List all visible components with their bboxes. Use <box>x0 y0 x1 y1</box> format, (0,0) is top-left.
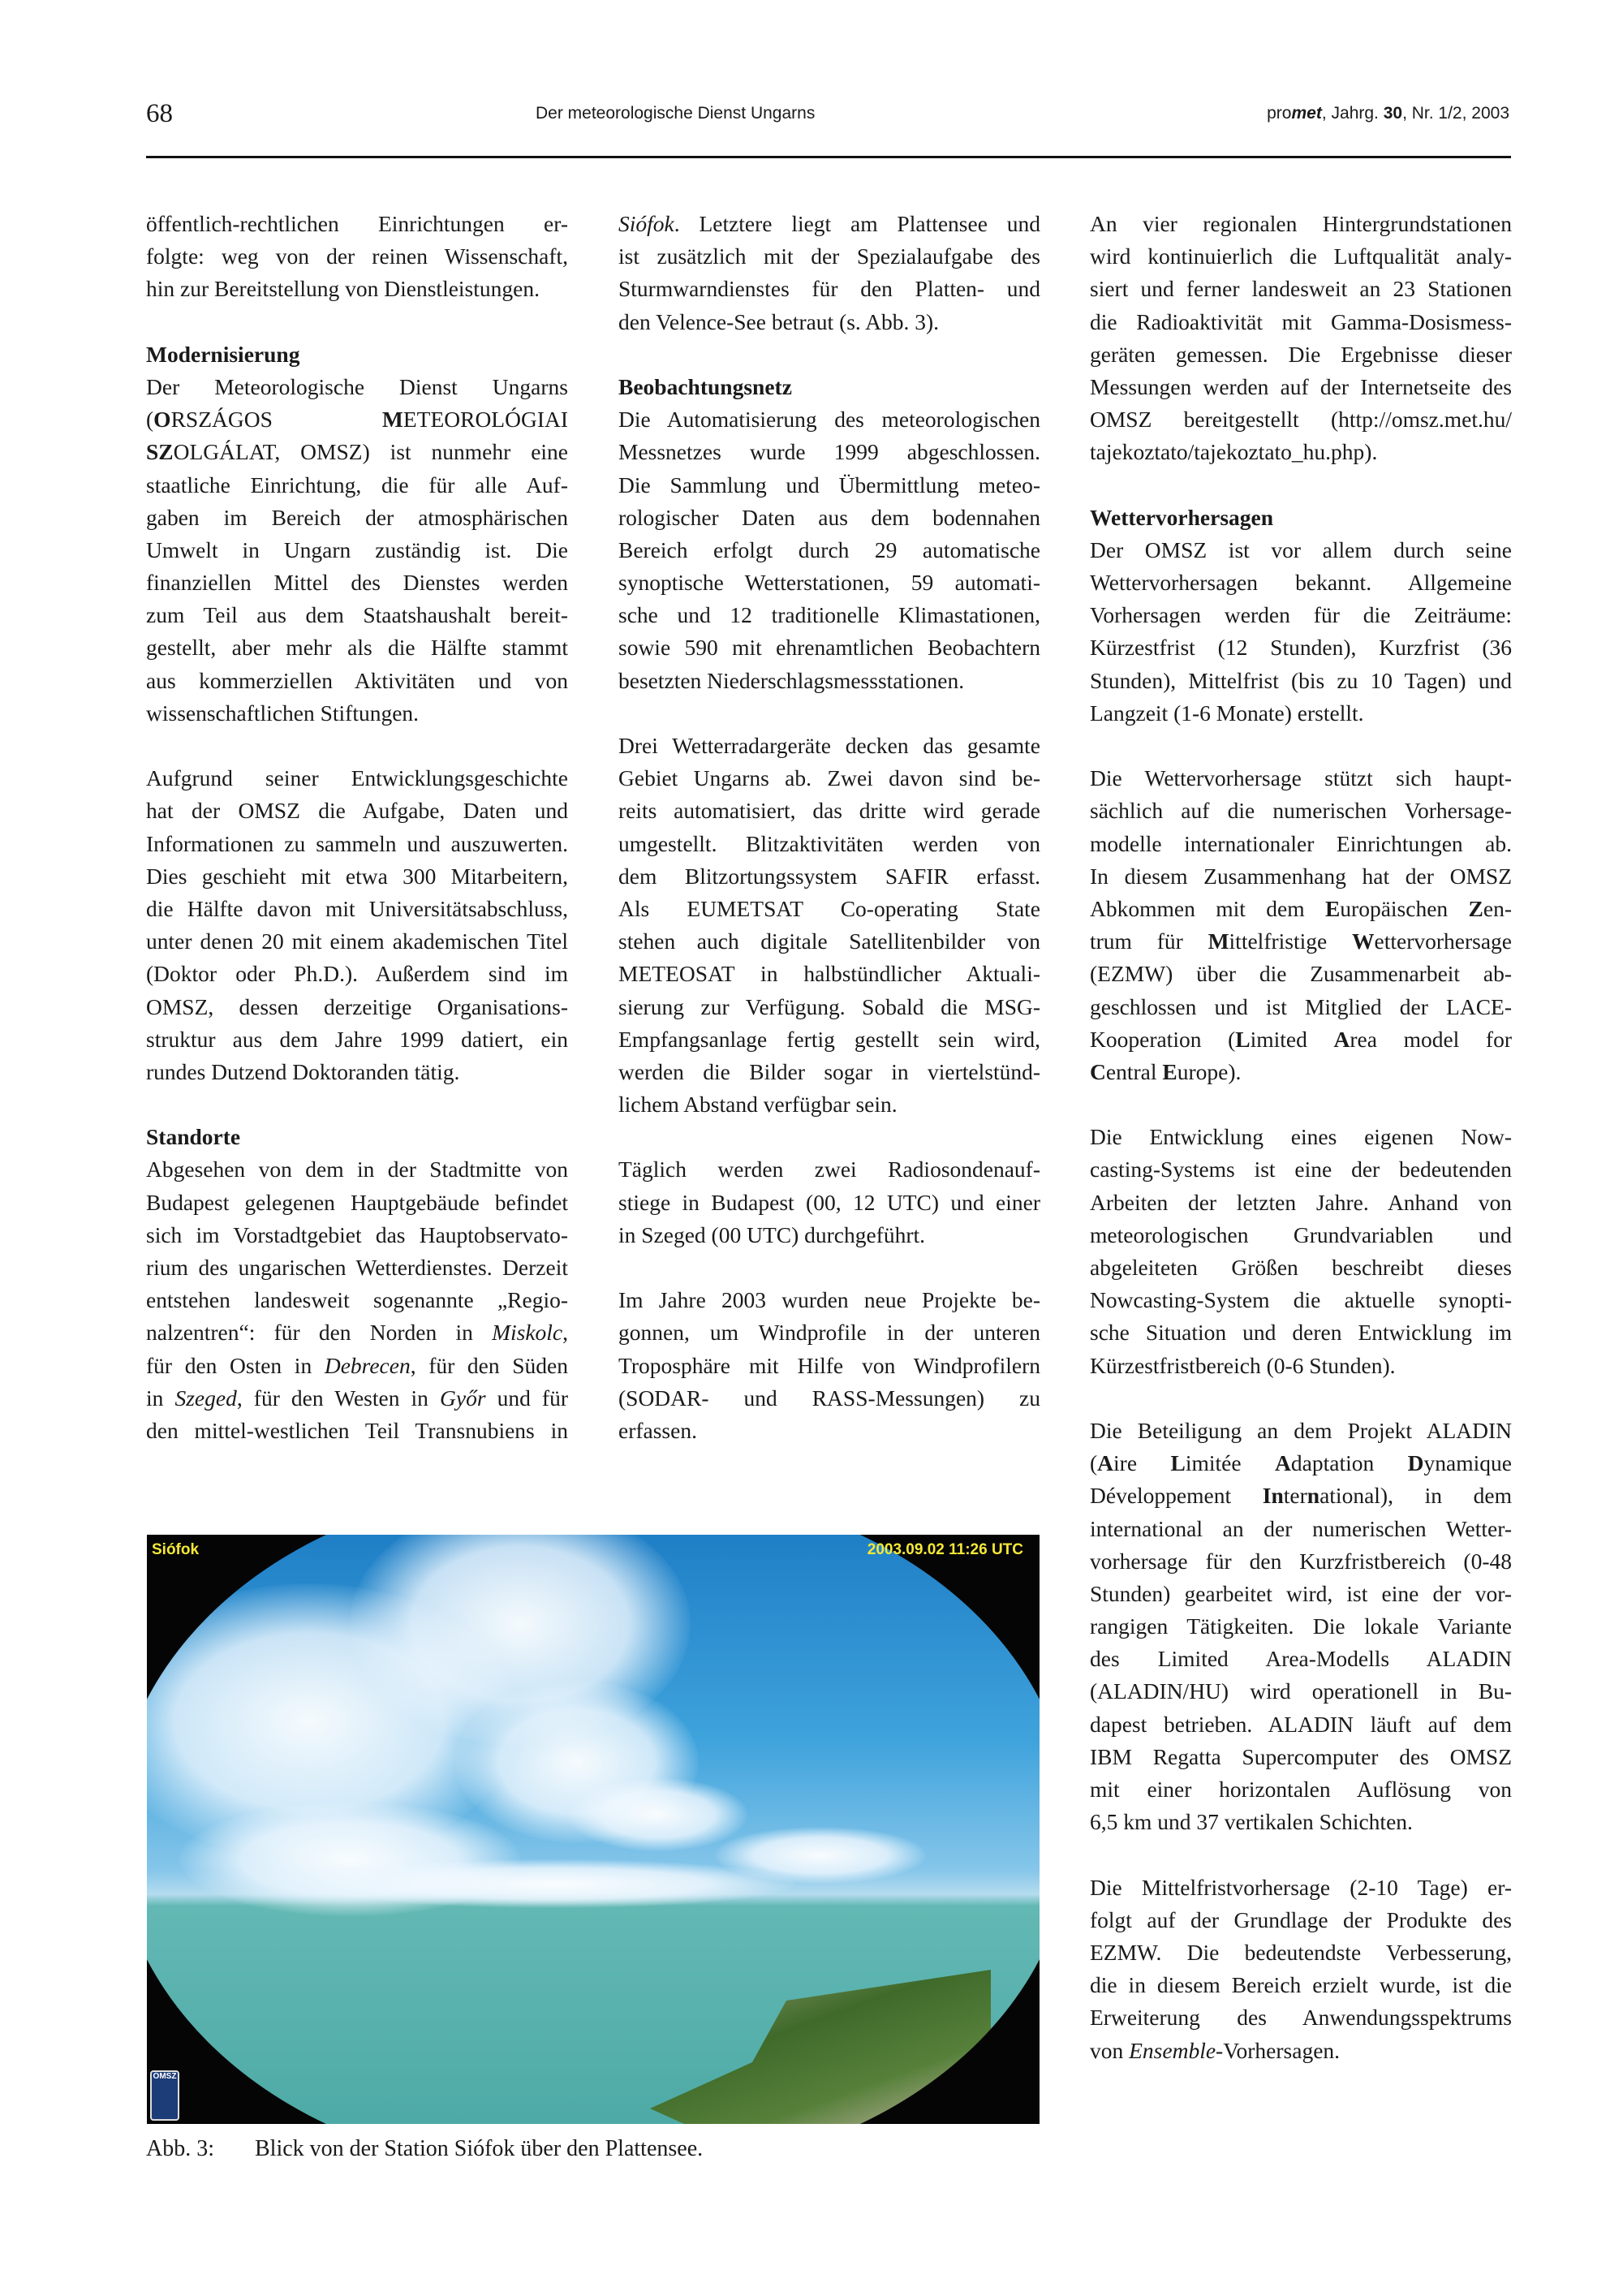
text-line: rundes Dutzend Doktoranden tätig. <box>146 1058 460 1084</box>
text-line: gaben im Bereich der atmosphärischen <box>146 504 568 530</box>
text-span: , Jahrg. <box>1321 104 1384 123</box>
text-line: besetzten Niederschlagsmessstationen. <box>618 667 965 693</box>
text-line: Messnetzes wurde 1999 abgeschlossen. <box>618 439 1040 465</box>
text-line <box>146 1350 568 1382</box>
text-line: Langzeit (1-6 Monate) erstellt. <box>1090 700 1364 726</box>
text-line: Der OMSZ ist vor allem durch seine <box>1090 536 1512 562</box>
caption-label: Abb. 3: <box>146 2136 214 2161</box>
text-span: Abkommen mit dem <box>1090 895 1325 921</box>
text-line: gestellt, aber mehr als die Hälfte stammt <box>146 635 568 661</box>
text-line: hat der OMSZ die Aufgabe, Daten und <box>146 798 568 824</box>
paragraph-spacer <box>1090 730 1512 762</box>
text-span: M <box>381 407 403 433</box>
text-line: sich im Vorstadtgebiet das Hauptobservato- <box>146 1221 568 1247</box>
text-line: sächlich auf die numerischen Vorhersage- <box>1090 798 1512 824</box>
figure-caption <box>146 2136 703 2162</box>
text-line: Abgesehen von dem in der Stadtmitte von <box>146 1157 568 1182</box>
text-span: entral <box>1105 1058 1163 1084</box>
text-span: -Vorhersagen. <box>1216 2037 1341 2063</box>
paragraph-spacer <box>618 697 1040 730</box>
text-line: Kürzestfristbereich (0-6 Stunden). <box>1090 1352 1396 1378</box>
text-line: Aufgrund seiner Entwicklungsgeschichte <box>146 765 568 791</box>
text-span: pro <box>1267 104 1292 123</box>
text-line: (EZMW) über die Zusammenarbeit ab- <box>1090 961 1512 987</box>
text-span: 30 <box>1383 104 1403 123</box>
running-title: Der meteorologische Dienst Ungarns <box>536 104 816 123</box>
paragraph-spacer <box>618 338 1040 371</box>
text-line <box>146 1382 568 1415</box>
text-span: ( <box>146 407 154 433</box>
paragraph-spacer <box>618 1121 1040 1153</box>
text-line: Stunden), Mittelfrist (bis zu 10 Tagen) und <box>1090 667 1512 693</box>
text-line: Die Mittelfristvorhersage (2-10 Tage) er- <box>1090 1874 1512 1900</box>
text-line: (SODAR- und RASS-Messungen) zu <box>618 1385 1040 1411</box>
paragraph-spacer <box>618 1251 1040 1284</box>
text-line <box>618 208 1040 240</box>
text-line: geschlossen und ist Mitglied der LACE- <box>1090 993 1512 1019</box>
text-line: Kürzestfrist (12 Stunden), Kurzfrist (36 <box>1090 635 1512 661</box>
text-line: (ALADIN/HU) wird operationell in Bu- <box>1090 1678 1512 1704</box>
journal-citation <box>1267 104 1509 123</box>
text-line: umgestellt. Blitzaktivitäten werden von <box>618 830 1040 856</box>
text-line: wissenschaftlichen Stiftungen. <box>146 700 420 726</box>
text-line: zum Teil aus dem Staatshaushalt bereit- <box>146 602 568 628</box>
photo-location-label: Siófok <box>152 1541 200 1558</box>
text-line: reits automatisiert, das dritte wird gerade <box>618 798 1040 824</box>
text-line: Als EUMETSAT Co-operating State <box>618 895 1040 921</box>
section-heading: Modernisierung <box>146 341 300 367</box>
text-line: sche Situation und deren Entwicklung im <box>1090 1320 1512 1346</box>
text-line: Drei Wetterradargeräte decken das gesamte <box>618 733 1040 758</box>
text-span: in <box>146 1385 175 1411</box>
text-line: mit einer horizontalen Auflösung von <box>1090 1777 1512 1802</box>
text-span: RSZÁGOS <box>170 407 382 433</box>
text-line: entstehen landesweit sogenannte „Regio- <box>146 1287 568 1313</box>
text-line: stehen auch digitale Satellitenbilder von <box>618 928 1040 954</box>
text-line: die Hälfte davon mit Universitätsabschluss, <box>146 895 568 921</box>
text-line: Arbeiten der letzten Jahre. Anhand von <box>1090 1189 1512 1215</box>
text-line: öffentlich-rechtlichen Einrichtungen er- <box>146 211 568 236</box>
text-line: sowie 590 mit ehrenamtlichen Beobachtern <box>618 635 1040 661</box>
paragraph-spacer <box>1090 1838 1512 1871</box>
text-line: OMSZ bereitgestellt (http://omsz.met.hu/ <box>1090 407 1512 433</box>
text-line: dapest betrieben. ALADIN läuft auf dem <box>1090 1711 1512 1737</box>
text-span: A <box>1333 1026 1350 1052</box>
paragraph-spacer <box>1090 469 1512 502</box>
text-line: finanziellen Mittel des Dienstes werden <box>146 570 568 596</box>
text-span: L <box>1170 1450 1186 1476</box>
text-column-3 <box>1090 208 1512 2067</box>
text-span: uropäischen <box>1340 895 1469 921</box>
text-column-1 <box>146 208 568 1447</box>
text-span: Ensemble <box>1129 2037 1216 2063</box>
text-span: . Letztere liegt am Plattensee und <box>674 211 1040 236</box>
text-line: Nowcasting-System die aktuelle synopti- <box>1090 1287 1512 1313</box>
text-span: M <box>1208 928 1229 954</box>
text-line: An vier regionalen Hintergrundstationen <box>1090 211 1512 236</box>
text-span: Győr <box>440 1385 486 1411</box>
text-span: Kooperation ( <box>1090 1026 1236 1052</box>
text-span: n <box>1307 1483 1320 1509</box>
text-span: trum für <box>1090 928 1208 954</box>
text-span: SZ <box>146 439 174 465</box>
text-line: METEOSAT in halbstündlicher Aktuali- <box>618 961 1040 987</box>
text-line: 6,5 km und 37 vertikalen Schichten. <box>1090 1809 1413 1835</box>
text-line: staatliche Einrichtung, die für alle Auf- <box>146 472 568 498</box>
text-span: ational), in dem <box>1319 1483 1512 1509</box>
text-span: L <box>1235 1026 1251 1052</box>
text-line: tajekoztato/tajekoztato_hu.php). <box>1090 439 1378 465</box>
text-span: urope). <box>1177 1058 1242 1084</box>
text-span: , <box>562 1320 568 1346</box>
text-line: Empfangsanlage fertig gestellt sein wird, <box>618 1026 1040 1052</box>
paragraph-spacer <box>146 1088 568 1121</box>
text-line <box>1090 1056 1512 1088</box>
text-line <box>1090 1023 1512 1056</box>
text-span: ter <box>1283 1483 1307 1509</box>
text-span: D <box>1407 1450 1424 1476</box>
section-heading: Wettervorhersagen <box>1090 504 1274 530</box>
text-line: sierung zur Verfügung. Sobald die MSG- <box>618 993 1040 1019</box>
text-line: Sturmwarndienstes für den Platten- und <box>618 276 1040 302</box>
text-line: dem Blitzortungssystem SAFIR erfasst. <box>618 863 1040 889</box>
text-line: geräten gemessen. Die Ergebnisse dieser <box>1090 341 1512 367</box>
text-span: imited <box>1250 1026 1334 1052</box>
text-line: ist zusätzlich mit der Spezialaufgabe des <box>618 243 1040 269</box>
text-line: struktur aus dem Jahre 1999 datiert, ein <box>146 1026 568 1052</box>
text-span: Développement <box>1090 1483 1263 1509</box>
text-line: Messungen werden auf der Internetseite des <box>1090 373 1512 399</box>
text-line: Gebiet Ungarns ab. Zwei davon sind be- <box>618 765 1040 791</box>
text-span: daptation <box>1290 1450 1408 1476</box>
text-span: Debrecen <box>324 1352 411 1378</box>
text-line: wird kontinuierlich die Luftqualität analy- <box>1090 243 1512 269</box>
text-span: ettervorhersage <box>1374 928 1512 954</box>
text-line: die Radioaktivität mit Gamma-Dosismess- <box>1090 308 1512 334</box>
text-span: A <box>1275 1450 1291 1476</box>
text-line: rologischer Daten aus dem bodennahen <box>618 504 1040 530</box>
text-line: unter denen 20 mit einem akademischen Titel <box>146 928 568 954</box>
text-line: Wettervorhersagen bekannt. Allgemeine <box>1090 570 1512 596</box>
text-line: erfassen. <box>618 1417 697 1443</box>
text-span: Miskolc <box>492 1320 563 1346</box>
text-line: gonnen, um Windprofile in der unteren <box>618 1320 1040 1346</box>
text-line <box>146 1316 568 1349</box>
text-span: O <box>153 407 171 433</box>
text-line: In diesem Zusammenhang hat der OMSZ <box>1090 863 1512 889</box>
text-line: IBM Regatta Supercomputer des OMSZ <box>1090 1743 1512 1769</box>
text-span: ynamique <box>1423 1450 1512 1476</box>
section-heading: Beobachtungsnetz <box>618 373 792 399</box>
text-span: imitée <box>1185 1450 1276 1476</box>
text-span: C <box>1090 1058 1106 1084</box>
text-line: EZMW. Die bedeutendste Verbesserung, <box>1090 1939 1512 1965</box>
paragraph-spacer <box>1090 1382 1512 1415</box>
text-span: nalzentren“: für den Norden in <box>146 1320 493 1346</box>
text-line: Bereich erfolgt durch 29 automatische <box>618 536 1040 562</box>
text-line: folgte: weg von der reinen Wissenschaft, <box>146 243 568 269</box>
text-span: ( <box>1090 1450 1098 1476</box>
text-line: (Doktor oder Ph.D.). Außerdem sind im <box>146 961 568 987</box>
text-line: Budapest gelegenen Hauptgebäude befindet <box>146 1189 568 1215</box>
text-span: Szeged <box>174 1385 237 1411</box>
text-line <box>1090 2035 1512 2067</box>
text-line: siert und ferner landesweit an 23 Stationen <box>1090 276 1512 302</box>
text-line: den Velence-See betraut (s. Abb. 3). <box>618 308 940 334</box>
text-line: Stunden) gearbeitet wird, ist eine der vor- <box>1090 1580 1512 1606</box>
text-span: met <box>1291 104 1322 123</box>
text-line: modelle internationaler Einrichtungen ab. <box>1090 830 1512 856</box>
text-line <box>1090 893 1512 925</box>
text-line <box>1090 1447 1512 1480</box>
text-line: Die Beteiligung an dem Projekt ALADIN <box>1090 1417 1512 1443</box>
text-span: für den Osten in <box>146 1352 325 1378</box>
text-line: Die Sammlung und Übermittlung meteo- <box>618 472 1040 498</box>
figure-photo-lake-balaton <box>147 1535 1040 2124</box>
paragraph-spacer <box>1090 1088 1512 1121</box>
text-span: E <box>1324 895 1341 921</box>
text-line: folgt auf der Grundlage der Produkte des <box>1090 1906 1512 1932</box>
text-line <box>146 436 568 468</box>
text-line: Täglich werden zwei Radiosondenauf- <box>618 1157 1040 1182</box>
text-line <box>1090 925 1512 958</box>
text-span: A <box>1097 1450 1114 1476</box>
text-line: Die Automatisierung des meteorologischen <box>618 407 1040 433</box>
text-line: Die Entwicklung eines eigenen Now- <box>1090 1124 1512 1150</box>
text-span: , für den Westen in <box>236 1385 440 1411</box>
text-span: , für den Süden <box>410 1352 568 1378</box>
text-line: die in diesem Bereich erzielt wurde, ist die <box>1090 1972 1512 1998</box>
text-span: W <box>1352 928 1375 954</box>
text-line: Im Jahre 2003 wurden neue Projekte be- <box>618 1287 1040 1313</box>
section-heading: Standorte <box>146 1124 241 1150</box>
text-line: Erweiterung des Anwendungsspektrums <box>1090 2005 1512 2031</box>
text-line: stiege in Budapest (00, 12 UTC) und einer <box>618 1189 1040 1215</box>
text-line: abgeleiteten Größen beschreibt dieses <box>1090 1255 1512 1280</box>
text-line <box>1090 1480 1512 1512</box>
text-span: rea model for <box>1350 1026 1512 1052</box>
text-line: rangigen Tätigkeiten. Die lokale Variante <box>1090 1613 1512 1639</box>
paragraph-spacer <box>146 730 568 762</box>
text-line: sche und 12 traditionelle Klimastationen, <box>618 602 1040 628</box>
text-line: lichem Abstand verfügbar sein. <box>618 1092 898 1118</box>
text-line: Dies geschieht mit etwa 300 Mitarbeitern, <box>146 863 568 889</box>
text-span: OLGÁLAT, OMSZ) ist nunmehr eine <box>173 439 568 465</box>
text-line: meteorologischen Grundvariablen und <box>1090 1221 1512 1247</box>
page-number: 68 <box>146 99 173 128</box>
text-line: den mittel-westlichen Teil Transnubiens in <box>146 1417 568 1443</box>
text-span: , Nr. 1/2, 2003 <box>1402 104 1509 123</box>
text-line: casting-Systems ist eine der bedeutenden <box>1090 1157 1512 1182</box>
text-line: des Limited Area-Modells ALADIN <box>1090 1646 1512 1672</box>
text-line: Troposphäre mit Hilfe von Windprofilern <box>618 1352 1040 1378</box>
text-line: rium des ungarischen Wetterdienstes. Derzeit <box>146 1255 568 1280</box>
text-span: von <box>1090 2037 1130 2063</box>
text-column-2 <box>618 208 1040 1447</box>
text-span: ire <box>1113 1450 1171 1476</box>
text-line: vorhersage für den Kurzfristbereich (0-48 <box>1090 1548 1512 1574</box>
text-line: synoptische Wetterstationen, 59 automati- <box>618 570 1040 596</box>
lens-vignette <box>147 1535 1040 2124</box>
text-line: Umwelt in Ungarn zuständig ist. Die <box>146 536 568 562</box>
photo-timestamp: 2003.09.02 11:26 UTC <box>867 1541 1023 1558</box>
header-rule <box>146 156 1511 158</box>
paragraph-spacer <box>146 306 568 338</box>
text-line: Der Meteorologische Dienst Ungarns <box>146 373 568 399</box>
text-line <box>146 403 568 436</box>
text-span: Siófok <box>618 211 674 236</box>
text-line: Informationen zu sammeln und auszuwerten. <box>146 830 568 856</box>
text-span: Z <box>1468 895 1483 921</box>
omsz-logo: OMSZ <box>150 2070 179 2121</box>
text-span: und für <box>485 1385 568 1411</box>
text-line: Die Wettervorhersage stützt sich haupt- <box>1090 765 1512 791</box>
text-span: ittelfristige <box>1229 928 1352 954</box>
text-span: en- <box>1483 895 1512 921</box>
caption-text: Blick von der Station Siófok über den Plattensee. <box>255 2136 704 2161</box>
text-line: in Szeged (00 UTC) durchgeführt. <box>618 1221 926 1247</box>
text-line: international an der numerischen Wetter- <box>1090 1515 1512 1541</box>
text-line: OMSZ, dessen derzeitige Organisations- <box>146 993 568 1019</box>
text-span: In <box>1262 1483 1284 1509</box>
text-line: Vorhersagen werden für die Zeiträume: <box>1090 602 1512 628</box>
text-span: E <box>1162 1058 1177 1084</box>
text-span: ETEOROLÓGIAI <box>403 407 568 433</box>
text-line: hin zur Bereitstellung von Dienstleistungen. <box>146 276 540 302</box>
text-line: aus kommerziellen Aktivitäten und von <box>146 667 568 693</box>
text-line: werden die Bilder sogar in viertelstünd- <box>618 1058 1040 1084</box>
